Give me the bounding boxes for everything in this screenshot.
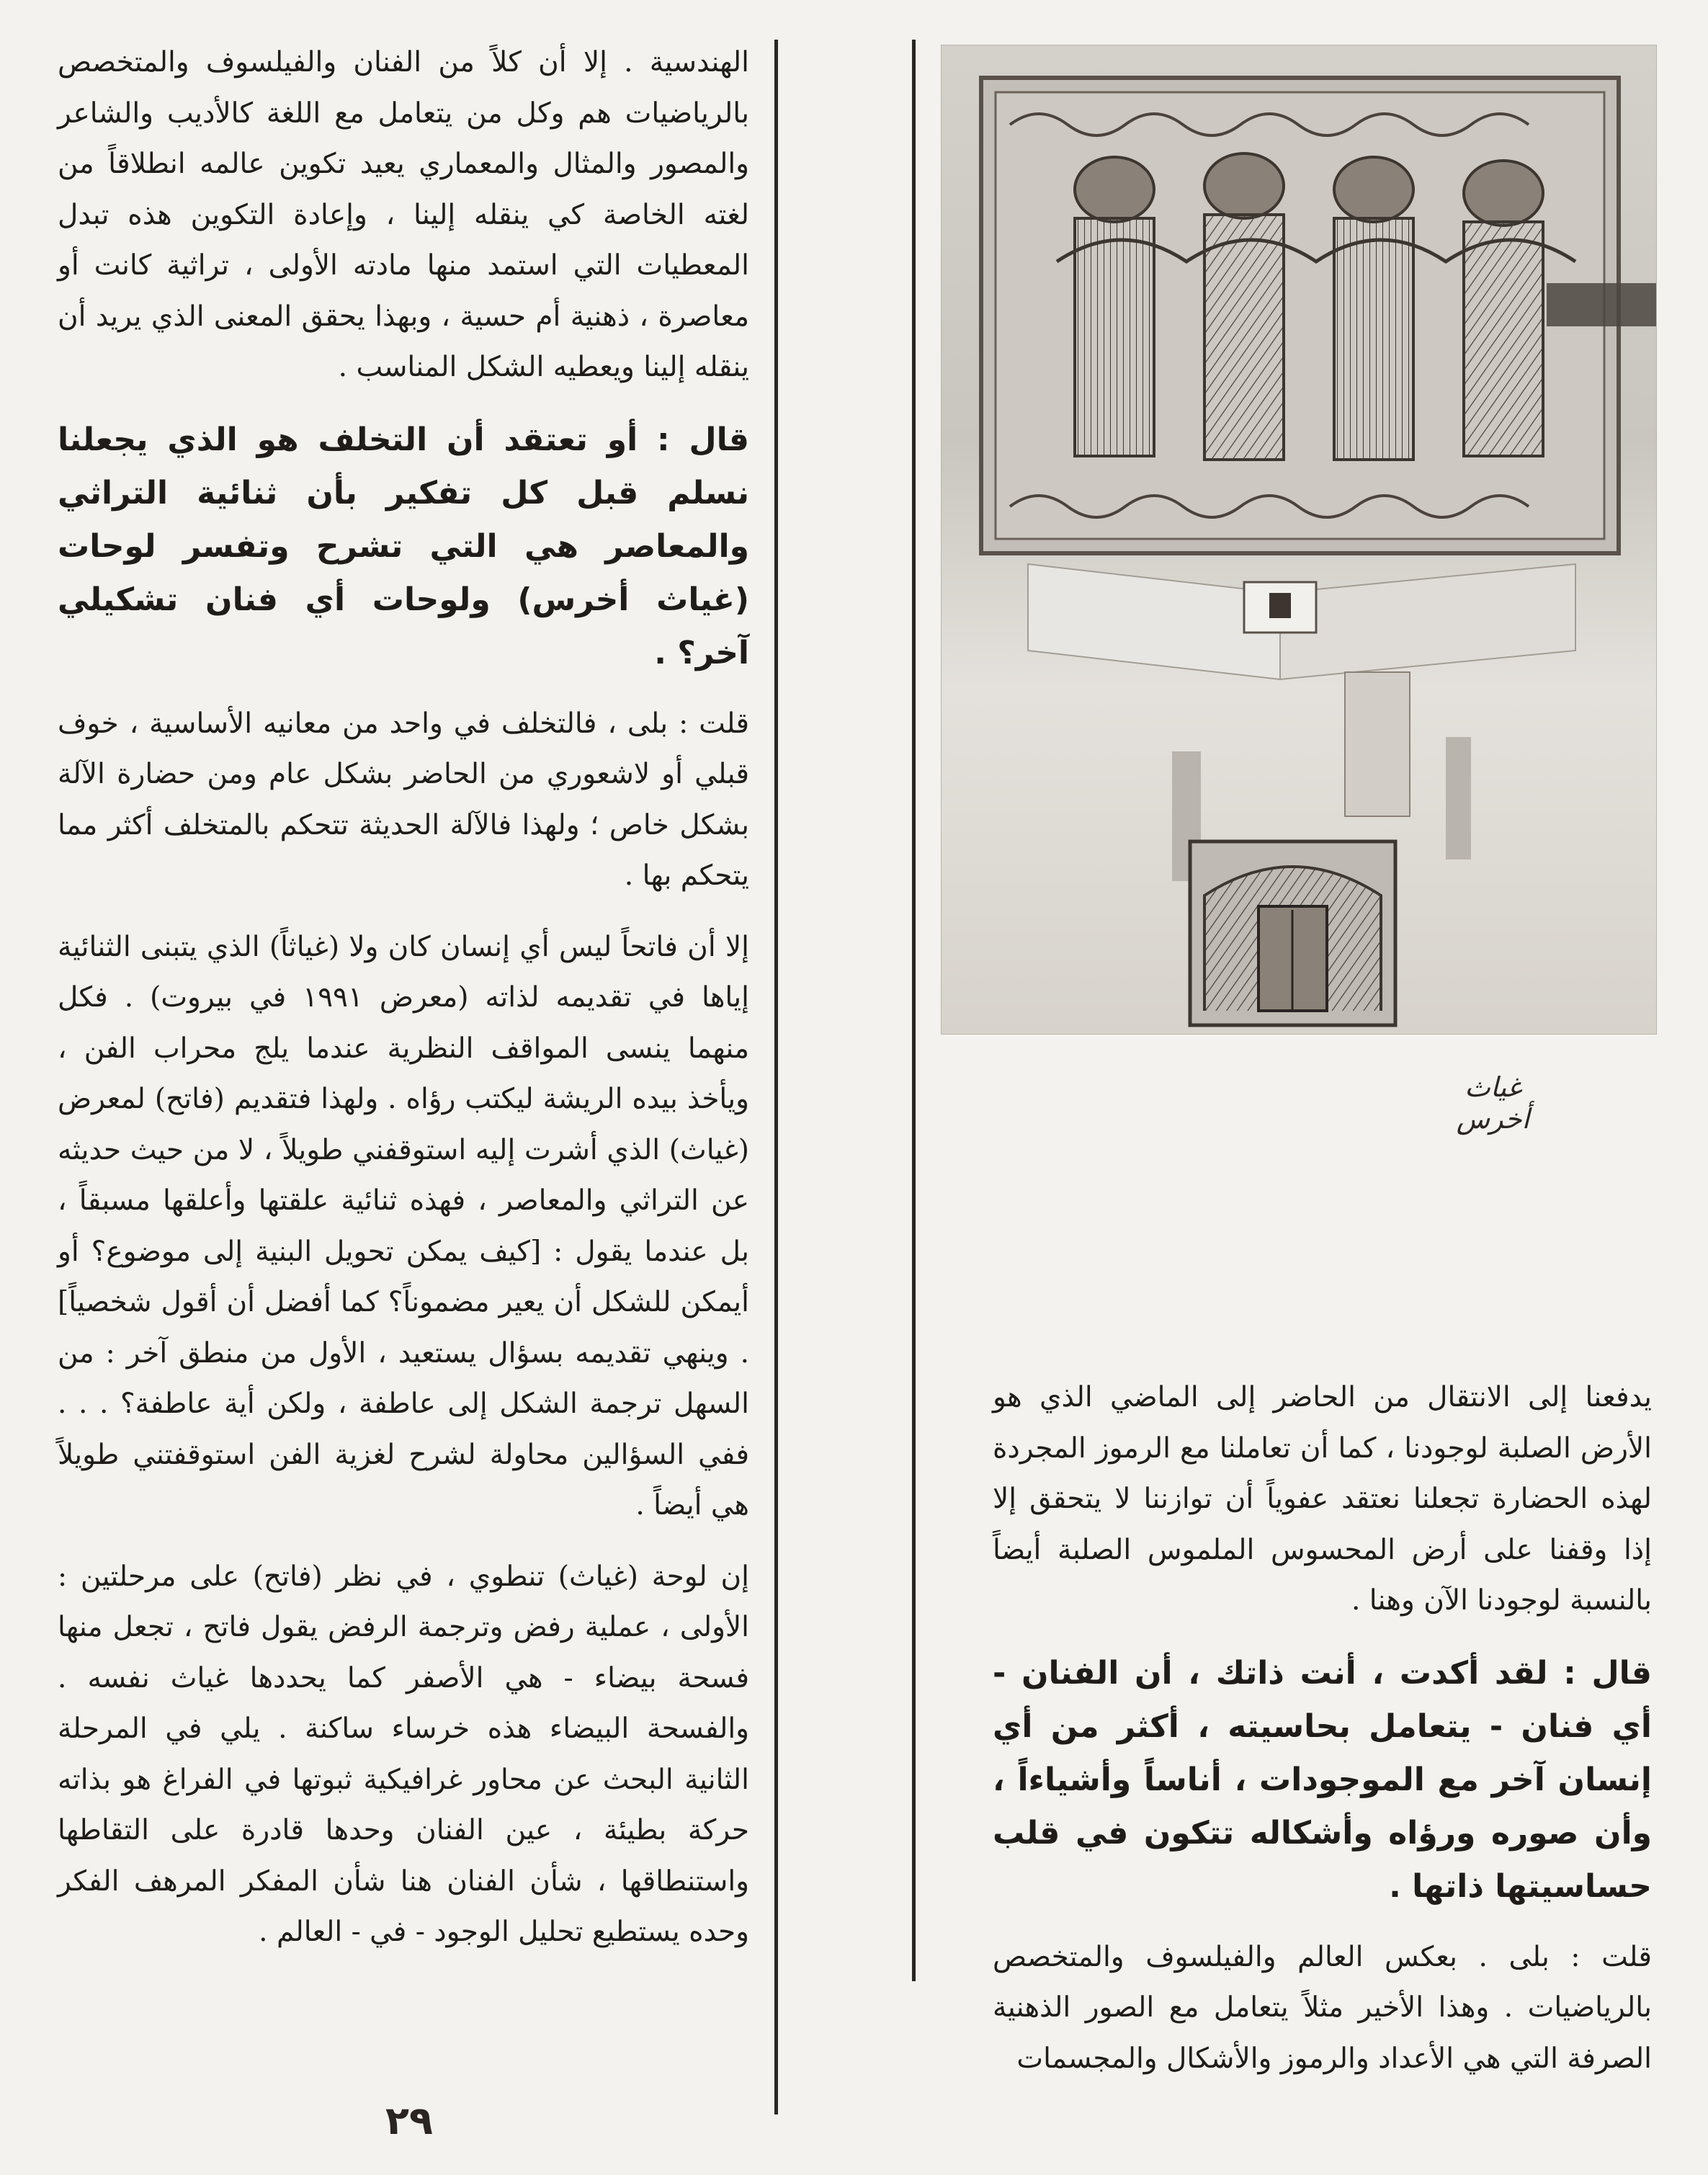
artwork-image xyxy=(941,45,1657,1035)
page-number: ٢٩ xyxy=(385,2098,433,2143)
paragraph: إن لوحة (غياث) تنطوي ، في نظر (فاتح) على مرحلتين : الأولى ، عملية رفض وترجمة الرفض يقول فاتح ، تجعل منها فسحة بيضاء - هي الأصفر كما يحددها غياث نفسه . والفسحة البيضاء هذه خرساء ساكنة . يلي في المرحلة الثانية البحث عن محاور غرافيكية ثبوتها في الفراغ هو بذاته حركة بطيئة ، عين الفنان وحدها قادرة على التقاطها واستنطاقها ، شأن الفنان هنا شأن المفكر المرهف الفكر وحده يستطيع تحليل الوجود - في - العالم . xyxy=(58,1560,749,1948)
paragraph: يدفعنا إلى الانتقال من الحاضر إلى الماضي الذي هو الأرض الصلبة لوجودنا ، كما أن تعاملنا مع الرموز المجردة لهذه الحضارة تجعلنا نعتقد عفوياً أن توازننا لا يتحقق إلا إذا وقفنا على أرض المحسوس الملموس الصلبة أيضاً بالنسبة لوجودنا الآن وهنا . xyxy=(993,1381,1652,1617)
artwork-caption-signature: غياث أخرس xyxy=(1456,1071,1530,1135)
paragraph: قلت : بلى ، فالتخلف في واحد من معانيه الأساسية ، خوف قبلي أو لاشعوري من الحاضر بشكل عام ومن حضارة الآلة بشكل خاص ؛ ولهذا فالآلة الحديثة تتحكم بالمتخلف أكثر مما يتحكم بها . xyxy=(58,707,749,892)
paragraph: إلا أن فاتحاً ليس أي إنسان كان ولا (غياثاً) الذي يتبنى الثنائية إياها في تقديمه لذاته (معرض ١٩٩١ في بيروت) . فكل منهما ينسى المواقف النظرية عندما يلج محراب الفن ، ويأخذ بيده الريشة ليكتب رؤاه . ولهذا فتقديم (فاتح) لمعرض (غياث) الذي أشرت إليه استوقفني طويلاً ، لا من حيث حديثه عن التراثي والمعاصر ، فهذه ثنائية علقتها وأعلقها مسبقاً ، بل عندما يقول : [كيف يمكن تحويل البنية إلى موضوع؟ أو أيمكن للشكل أن يعير مضموناً؟ كما أفضل أن أقول شخصياً] . وينهي تقديمه بسؤال يستعيد ، الأول من منطق آخر : من السهل ترجمة الشكل إلى عاطفة ، ولكن أية عاطفة؟ . . . ففي السؤالين محاولة لشرح لغزية الفن استوقفتني طويلاً هي أيضاً . xyxy=(58,930,749,1522)
column-divider-left xyxy=(774,40,778,2114)
paragraph: الهندسية . إلا أن كلاً من الفنان والفيلسوف والمتخصص بالرياضيات هم وكل من يتعامل مع اللغة كالأديب والشاعر والمصور والمثال والمعماري يعيد تكوين عالمه انطلاقاً من لغته الخاصة كي ينقله إلينا ، وإعادة التكوين هذه تبدل المعطيات التي استمد منها مادته الأولى ، تراثية كانت أو معاصرة ، ذهنية أم حسية ، وبهذا يحقق المعنى الذي يريد أن ينقله إلينا ويعطيه الشكل المناسب . xyxy=(58,46,749,383)
column-divider-right xyxy=(912,40,916,1981)
interview-question: قال : أو تعتقد أن التخلف هو الذي يجعلنا نسلم قبل كل تفكير بأن ثنائية التراثي والمعاصر هي التي تشرح وتفسر لوحات (غياث أخرس) ولوحات أي فنان تشكيلي آخر؟ . xyxy=(58,421,749,671)
interview-question: قال : لقد أكدت ، أنت ذاتك ، أن الفنان - أي فنان - يتعامل بحاسيته ، أكثر من أي إنسان آخر مع الموجودات ، أناساً وأشياءاً ، وأن صوره ورؤاه وأشكاله تتكون في قلب حساسيتها ذاتها . xyxy=(993,1654,1652,1905)
paragraph: قلت : بلى . بعكس العالم والفيلسوف والمتخصص بالرياضيات . وهذا الأخير مثلاً يتعامل مع الصور الذهنية الصرفة التي هي الأعداد والرموز والأشكال والمجسمات xyxy=(993,1940,1652,2075)
artwork-illustration xyxy=(942,45,1656,1034)
left-text-column xyxy=(58,37,749,1978)
right-text-column xyxy=(993,1372,1652,2104)
